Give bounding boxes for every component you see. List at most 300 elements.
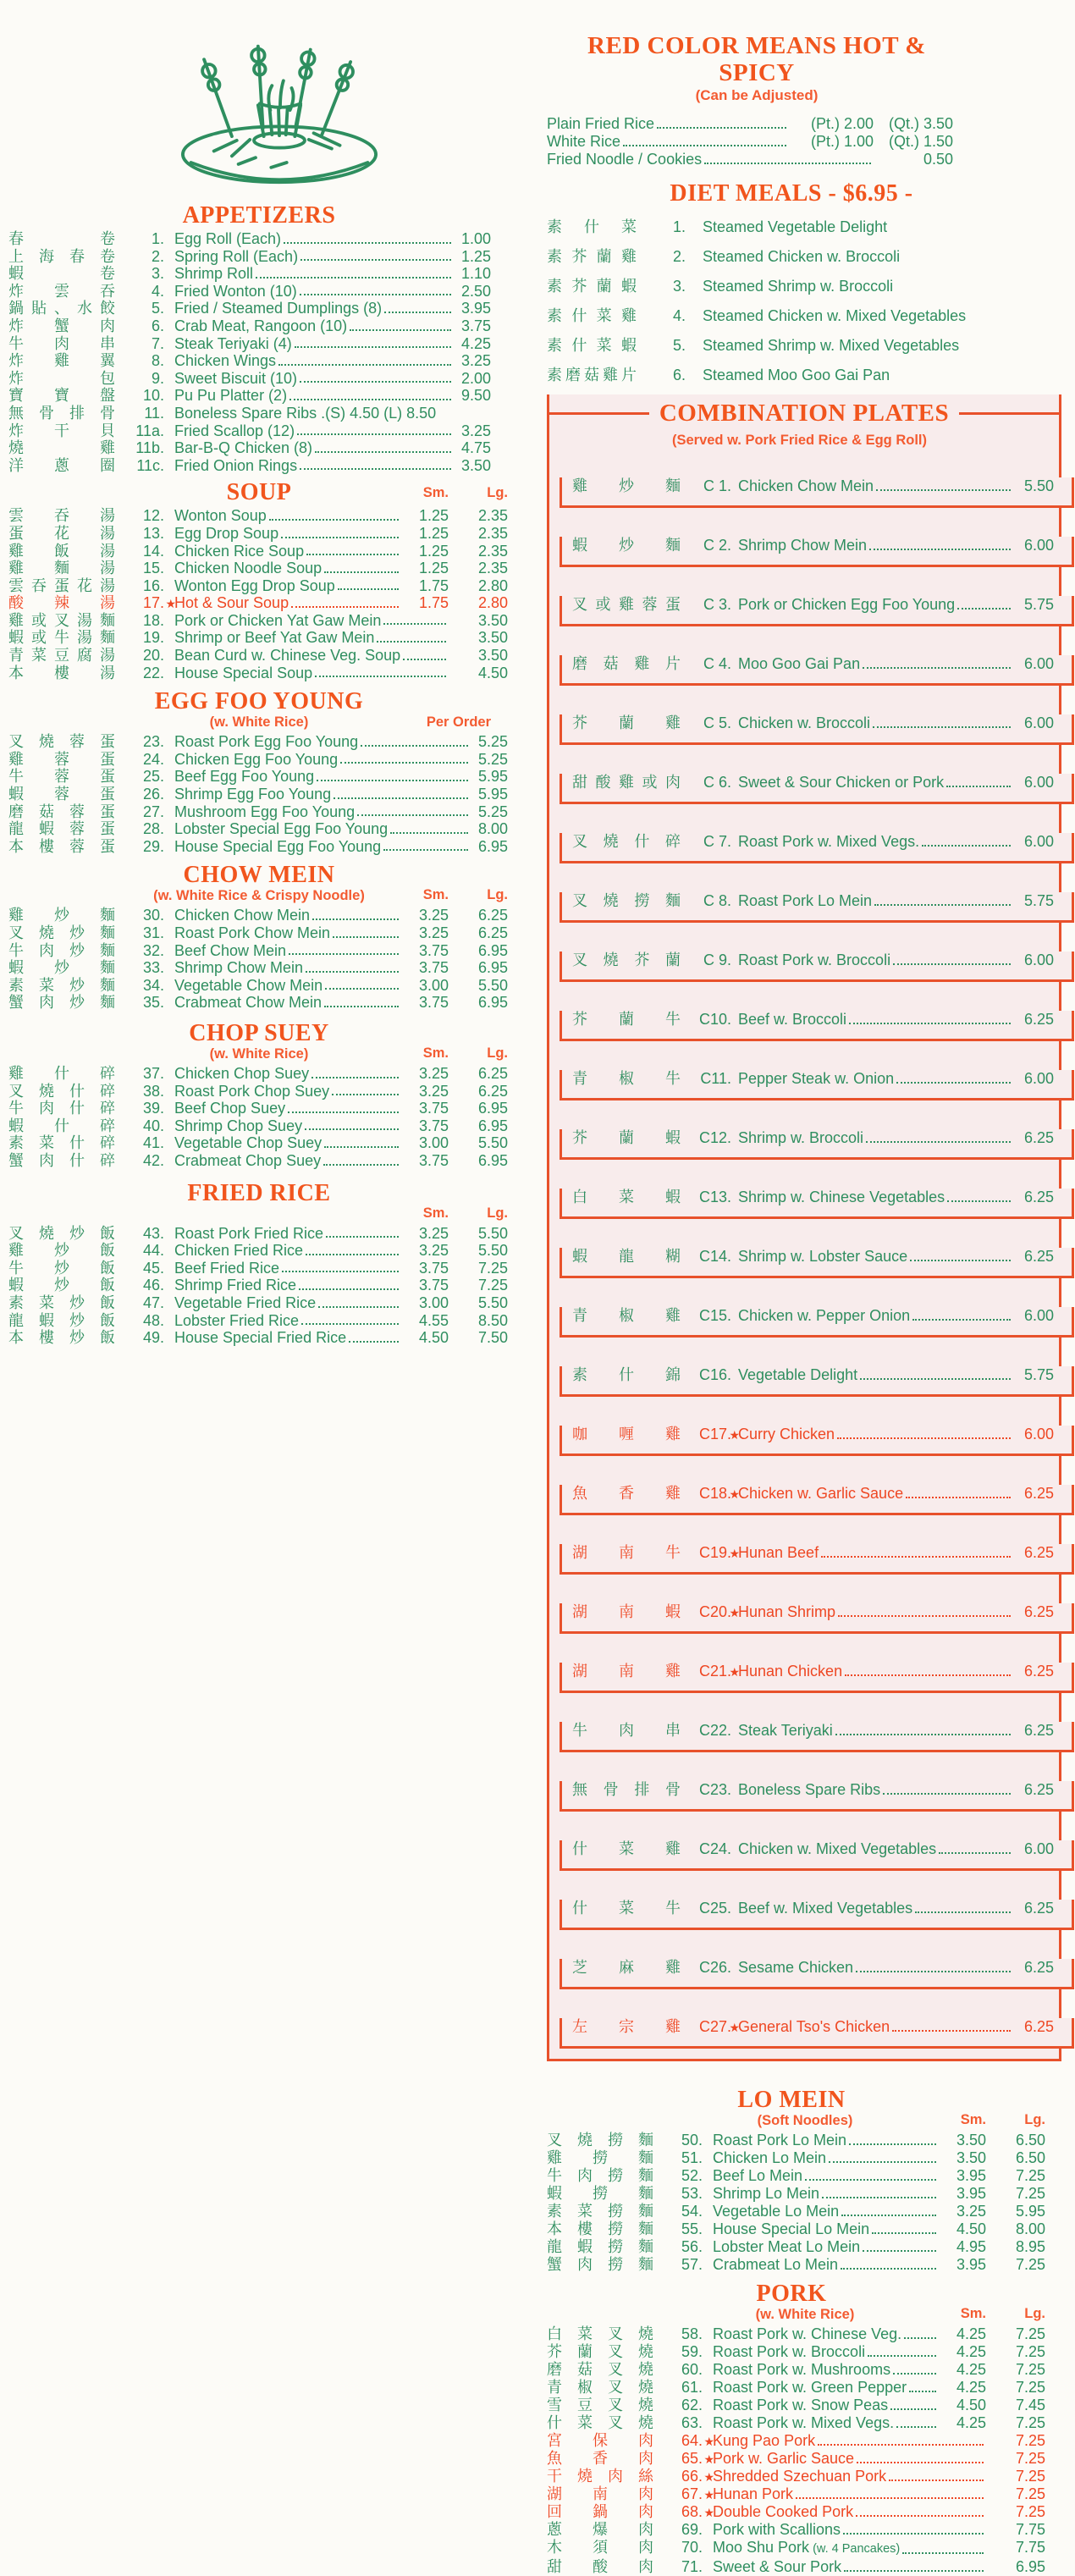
dot-leader [857, 2462, 984, 2463]
chinese-char: 牛 [547, 2167, 562, 2184]
item-price: 6.25 [1023, 1959, 1054, 1976]
chinese-char: 肉 [100, 317, 115, 334]
section-title-row [8, 1020, 510, 1046]
menu-item [8, 265, 510, 283]
item-price: 6.00 [1023, 833, 1054, 850]
item-number [119, 405, 174, 422]
chinese-char: 肉 [54, 334, 69, 352]
item-price: 5.25 [477, 750, 508, 768]
chinese-char: 香 [619, 1485, 634, 1502]
menu-item [8, 1134, 510, 1152]
item-number-text: 29. [142, 837, 164, 855]
chinese-char: 叉 [572, 833, 587, 850]
chinese-name [8, 751, 115, 769]
chinese-char: 蝦 [665, 1129, 681, 1146]
item-price: 3.95 [460, 300, 491, 317]
chinese-char: 磨 [572, 655, 587, 672]
chinese-char: 炸 [8, 282, 24, 300]
spicy-star-icon: ★ [729, 1547, 740, 1560]
item-number-text: 51. [681, 2149, 703, 2166]
chinese-char: 蘭 [619, 1011, 634, 1028]
chinese-name [8, 1134, 115, 1152]
item-number-text: 16. [142, 576, 164, 594]
item-number-text: 4. [151, 282, 164, 300]
item-price-small: 3.50 [956, 2149, 986, 2166]
dot-leader [333, 936, 399, 938]
item-price-large: 6.95 [477, 941, 508, 959]
chinese-char: 菜 [619, 1189, 634, 1205]
dot-leader [805, 2179, 936, 2181]
menu-item [8, 786, 510, 803]
item-number-text: C27. [698, 2018, 731, 2035]
item-number-text: 67. [681, 2485, 703, 2502]
dot-leader [306, 971, 399, 973]
menu-item [8, 577, 510, 595]
chinese-char: 撈 [608, 2256, 623, 2273]
item-number [119, 370, 174, 388]
chinese-char: 素 [8, 1294, 24, 1311]
dot-leader [383, 623, 446, 625]
dot-leader [312, 918, 399, 920]
section-header [8, 202, 510, 229]
menu-item [8, 1329, 510, 1347]
section-title-row [8, 862, 510, 888]
chinese-char: 芥 [571, 278, 587, 295]
item-name: Steamed Chicken w. Broccoli [703, 248, 901, 265]
chinese-char: 麵 [664, 892, 681, 909]
chinese-name [572, 655, 681, 673]
item-number-text: C26. [698, 1959, 731, 1976]
item-price-large: 7.25 [1015, 2450, 1045, 2467]
chinese-name [8, 820, 115, 838]
chinese-char: 甜 [547, 2558, 562, 2575]
chinese-char: 湯 [77, 629, 92, 647]
item-number [119, 594, 174, 612]
chinese-char: 炸 [8, 369, 24, 387]
chinese-char: 洋 [8, 456, 24, 474]
item-price: 6.00 [1023, 655, 1054, 672]
item-price-large: 5.95 [1015, 2203, 1045, 2220]
menu-item [560, 833, 1074, 863]
chinese-char: 雞 [620, 307, 637, 324]
item-price: 5.75 [1023, 596, 1054, 613]
item-price-large: 8.00 [1015, 2220, 1045, 2237]
chinese-name [572, 833, 681, 851]
chinese-char: 蝦 [620, 337, 637, 354]
item-price-large: 6.95 [477, 1151, 508, 1169]
item-price-large: 5.50 [477, 1134, 508, 1152]
menu-item [560, 1011, 1074, 1041]
chinese-char: 蛋 [100, 803, 115, 820]
item-number-text: 38. [142, 1082, 164, 1100]
item-price-large: 3.50 [477, 629, 508, 647]
section-header [8, 1020, 510, 1063]
column-label-large: Lg. [1024, 2306, 1045, 2321]
menu-item [547, 2521, 1063, 2539]
item-price: 3.50 [460, 456, 491, 474]
menu-item [560, 1959, 1074, 1989]
item-price: 6.00 [1023, 1840, 1054, 1857]
item-number [657, 2414, 713, 2432]
item-price-large: 2.35 [477, 560, 508, 577]
chinese-name [8, 1225, 115, 1243]
item-price-small: 4.25 [956, 2414, 986, 2431]
item-number [119, 265, 174, 283]
dot-leader [340, 762, 468, 764]
chinese-char: 肉 [39, 1100, 54, 1117]
chinese-char: 酸 [8, 594, 24, 612]
item-number [684, 596, 738, 614]
item-number [119, 1117, 174, 1135]
item-number-text: 19. [142, 629, 164, 647]
chinese-char: 蝦 [620, 278, 637, 295]
column-label-large: Lg. [487, 1205, 508, 1221]
diet-meals-mount [547, 180, 1063, 384]
menu-item [560, 1781, 1074, 1812]
item-number [684, 537, 738, 554]
column-label-large: Lg. [487, 887, 508, 903]
chinese-char: 蝦 [547, 2185, 562, 2202]
chinese-char: 蝦 [8, 1277, 24, 1294]
item-number-text: 24. [142, 750, 164, 768]
chinese-char: 麵 [638, 2238, 653, 2255]
chinese-char: 雞 [572, 477, 587, 494]
column-label-small: Sm. [422, 485, 449, 501]
chinese-char: 蟹 [547, 2256, 562, 2273]
chinese-name [8, 942, 115, 960]
item-price: 9.50 [460, 387, 491, 405]
chinese-name [8, 283, 115, 301]
menu-item [8, 352, 510, 370]
item-number-text: 61. [681, 2379, 703, 2396]
item-number [684, 1307, 738, 1325]
item-price-large: 2.80 [477, 576, 508, 594]
chinese-char: 飯 [100, 1294, 115, 1311]
menu-item [8, 977, 510, 995]
chinese-name [572, 1840, 681, 1858]
chinese-char: 燒 [638, 2325, 653, 2342]
item-price-small: 3.75 [418, 941, 449, 959]
item-number-text: 65. [681, 2450, 703, 2467]
item-number [119, 283, 174, 301]
chinese-char: 磨 [547, 2361, 562, 2378]
chinese-char: 肉 [577, 2256, 593, 2273]
item-price-large: 7.25 [1015, 2325, 1045, 2342]
chinese-char: 蛋 [8, 524, 24, 542]
column-label-small: Sm. [960, 2306, 986, 2321]
chinese-char: 糊 [665, 1248, 681, 1265]
chinese-char: 肉 [638, 2432, 653, 2449]
chinese-char: 椒 [619, 1070, 634, 1087]
item-price: 6.00 [1023, 1070, 1054, 1087]
chinese-char: 菇 [39, 803, 54, 820]
chinese-char: 吞 [100, 282, 115, 300]
item-price: 6.25 [1023, 1544, 1054, 1561]
chinese-name [8, 977, 115, 995]
chinese-char: 椒 [619, 1307, 634, 1324]
section-title-row [8, 1180, 510, 1206]
item-number [119, 647, 174, 665]
chinese-char: 撈 [608, 2167, 623, 2184]
chinese-char: 炒 [69, 976, 85, 994]
item-name: Chicken Chop Suey [174, 1064, 310, 1082]
dot-leader [289, 953, 399, 955]
item-number [119, 335, 174, 353]
chinese-char: 雞 [603, 367, 618, 383]
chinese-char: 蛋 [100, 750, 115, 768]
item-number [640, 278, 694, 295]
chinese-char: 燒 [638, 2397, 653, 2413]
chinese-name [572, 1603, 681, 1621]
chinese-char: 炒 [69, 1224, 85, 1242]
item-price-small: 3.00 [418, 1294, 449, 1311]
item-name: Crab Meat, Rangoon (10) [174, 317, 348, 334]
menu-item [8, 422, 510, 440]
item-name: Egg Roll (Each) [174, 230, 282, 247]
chinese-name [547, 218, 637, 236]
chinese-char: 撈 [608, 2220, 623, 2237]
dot-leader [256, 277, 451, 279]
chinese-name [547, 2343, 653, 2361]
chinese-char: 鍋 [593, 2503, 608, 2520]
dot-leader [300, 259, 451, 261]
item-name: Lobster Meat Lo Mein [713, 2238, 861, 2255]
section-subtitle-row [547, 2113, 1063, 2130]
chinese-char: 串 [100, 334, 115, 352]
chinese-name [572, 1900, 681, 1917]
item-name: Shredded Szechuan Pork [713, 2468, 887, 2485]
item-name: Pork with Scallions [713, 2521, 841, 2538]
chinese-name [8, 335, 115, 353]
section-title: APPETIZERS [182, 202, 336, 229]
chinese-char: 湖 [572, 1603, 587, 1620]
chinese-char: 叉 [608, 2379, 623, 2396]
chinese-char: 炒 [69, 924, 85, 941]
item-number-text: C11. [700, 1070, 731, 1087]
item-number-text: C24. [698, 1840, 731, 1857]
item-price-large: 5.50 [477, 1294, 508, 1311]
dot-leader [883, 1793, 1011, 1795]
item-name: Shrimp Chow Mein [738, 537, 868, 554]
item-number [657, 2238, 713, 2256]
item-number [119, 422, 174, 440]
dot-leader [325, 988, 399, 990]
item-number [119, 786, 174, 803]
item-number-text: C20. [698, 1603, 731, 1620]
menu-item [547, 2343, 1063, 2361]
column-label-small: Sm. [422, 1045, 449, 1061]
item-number [684, 1426, 738, 1443]
item-number-text: 43. [142, 1224, 164, 1242]
menu-item [560, 1070, 1074, 1100]
item-price-small: 3.75 [418, 1100, 449, 1117]
menu-section-lo-mein [547, 2087, 1063, 2274]
dot-leader [892, 2030, 1011, 2032]
dot-leader [323, 1164, 399, 1166]
chinese-char: 牛 [8, 1259, 24, 1277]
item-price: 5.75 [1023, 1366, 1054, 1383]
chinese-char: 炒 [69, 994, 85, 1012]
item-name: Roast Pork w. Mixed Vegs. [713, 2414, 895, 2431]
item-name: Beef w. Mixed Vegetables [738, 1900, 913, 1917]
menu-item [560, 2018, 1074, 2049]
chinese-char: 什 [571, 337, 587, 354]
item-name: Wonton Egg Drop Soup [174, 576, 335, 594]
menu-item [547, 2132, 1063, 2149]
item-number [119, 820, 174, 838]
item-name: Shrimp w. Chinese Vegetables [738, 1189, 945, 1205]
chinese-char: 雞 [634, 655, 650, 672]
chinese-char: 什 [54, 1064, 69, 1082]
item-number-text: 31. [142, 924, 164, 941]
item-number-text: C 2. [703, 537, 731, 554]
item-name: Hunan Beef [738, 1544, 819, 1561]
chinese-char: 蟹 [54, 317, 69, 334]
menu-item [8, 525, 510, 543]
chinese-name [8, 405, 115, 422]
section-header [8, 1180, 510, 1223]
chinese-char: 雞 [8, 750, 24, 768]
item-number-text: 46. [142, 1277, 164, 1294]
menu-item [8, 768, 510, 786]
chinese-char: 龍 [547, 2238, 562, 2255]
item-number-text: 57. [681, 2256, 703, 2273]
section-header [547, 2087, 1063, 2130]
item-number-text: 55. [681, 2220, 703, 2237]
item-number [119, 1260, 174, 1277]
item-price: 6.25 [1023, 1248, 1054, 1265]
item-number [119, 507, 174, 525]
item-name: Shrimp Chop Suey [174, 1117, 303, 1134]
chinese-name [8, 248, 115, 266]
item-price: 5.25 [477, 733, 508, 751]
chinese-char: 無 [572, 1781, 587, 1798]
dot-leader [876, 489, 1011, 491]
chinese-char: 燒 [39, 924, 54, 941]
menu-item [560, 1603, 1074, 1634]
chinese-char: 牛 [54, 629, 69, 647]
chinese-char: 麵 [100, 959, 115, 977]
item-name: Shrimp Lo Mein [713, 2185, 820, 2202]
item-number [119, 525, 174, 543]
dot-leader [890, 2408, 936, 2410]
dot-leader [844, 2570, 984, 2572]
chinese-char: 雞 [8, 542, 24, 560]
item-price: 5.95 [477, 768, 508, 786]
chinese-char: 牛 [665, 1011, 681, 1028]
chinese-name [8, 300, 115, 317]
chinese-name [547, 2558, 653, 2576]
chinese-char: 雞 [665, 1426, 681, 1442]
item-name: Roast Pork w. Chinese Veg. [713, 2325, 902, 2342]
chinese-char: 碎 [100, 1100, 115, 1117]
item-number [119, 352, 174, 370]
chinese-char: 雞 [619, 596, 634, 613]
chinese-name [572, 1189, 681, 1206]
item-price-large: 6.50 [1015, 2132, 1045, 2149]
dot-leader [845, 1674, 1011, 1676]
chinese-char: 肉 [638, 2521, 653, 2538]
chinese-char: 菜 [577, 2325, 593, 2342]
chinese-name [8, 924, 115, 942]
chinese-name [547, 248, 637, 266]
spicy-star-icon: ★ [703, 2488, 714, 2502]
menu-section-pork [547, 2281, 1063, 2576]
item-price-small: 3.75 [418, 959, 449, 977]
chinese-char: 叉 [608, 2325, 623, 2342]
chinese-name [572, 477, 681, 495]
menu-item [8, 560, 510, 577]
item-name: House Special Egg Foo Young [174, 837, 382, 855]
item-price: 5.50 [1023, 477, 1054, 494]
chinese-char: 或 [642, 774, 658, 791]
chinese-name [8, 994, 115, 1012]
chinese-char: 湯 [100, 542, 115, 560]
item-number-text: C 9. [703, 952, 731, 968]
chinese-char: 骨 [100, 404, 115, 422]
chinese-char: 飯 [100, 1277, 115, 1294]
chinese-char: 碎 [100, 1082, 115, 1100]
menu-item [560, 537, 1074, 567]
chinese-char: 片 [621, 367, 637, 383]
chinese-char: 叉 [547, 2132, 562, 2149]
item-price: 6.25 [1023, 1722, 1054, 1739]
item-name: Sweet Biscuit (10) [174, 369, 298, 387]
chinese-name [547, 2485, 653, 2503]
item-price-quart: (Qt.) 1.50 [888, 133, 953, 150]
menu-item [8, 439, 510, 457]
chinese-char: 素 [547, 367, 562, 383]
chinese-char: 海 [39, 247, 54, 265]
chinese-name [547, 2503, 653, 2521]
item-price: 1.00 [460, 230, 491, 247]
item-number-text: 45. [142, 1259, 164, 1277]
item-number [119, 768, 174, 786]
item-price-small: 3.95 [956, 2185, 986, 2202]
chinese-char: 素 [547, 337, 562, 354]
chinese-char: 叉 [8, 733, 24, 751]
chinese-char: 肉 [638, 2539, 653, 2556]
chinese-char: 蘭 [619, 714, 634, 731]
item-price-large: 8.95 [1015, 2238, 1045, 2255]
chinese-char: 炸 [8, 422, 24, 439]
item-price-small: 4.25 [956, 2325, 986, 2342]
item-price-small: 3.75 [418, 1277, 449, 1294]
menu-item [560, 655, 1074, 686]
chinese-char: 炒 [54, 1242, 69, 1260]
dot-leader [300, 381, 451, 383]
chinese-name [547, 2521, 653, 2539]
chinese-char: 蝦 [8, 629, 24, 647]
item-price-large: 7.75 [1015, 2521, 1045, 2538]
chinese-char: 素 [547, 2203, 562, 2220]
chinese-char: 素 [547, 307, 562, 324]
chinese-char: 炒 [69, 1294, 85, 1311]
item-name: Sweet & Sour Pork [713, 2558, 842, 2575]
chinese-char: 素 [547, 218, 562, 235]
item-name: Pork or Chicken Egg Foo Young [738, 596, 956, 613]
chinese-char: 爆 [593, 2521, 608, 2538]
item-number-text: C25. [698, 1900, 731, 1917]
menu-item [8, 629, 510, 647]
chinese-char: 麵 [638, 2185, 653, 2202]
item-price: 6.00 [1023, 952, 1054, 968]
item-price-small: 3.75 [418, 1151, 449, 1169]
item-price-small: 3.50 [956, 2132, 986, 2149]
item-number-text: 3. [151, 265, 164, 283]
item-number [119, 317, 174, 335]
item-number [657, 2450, 713, 2468]
